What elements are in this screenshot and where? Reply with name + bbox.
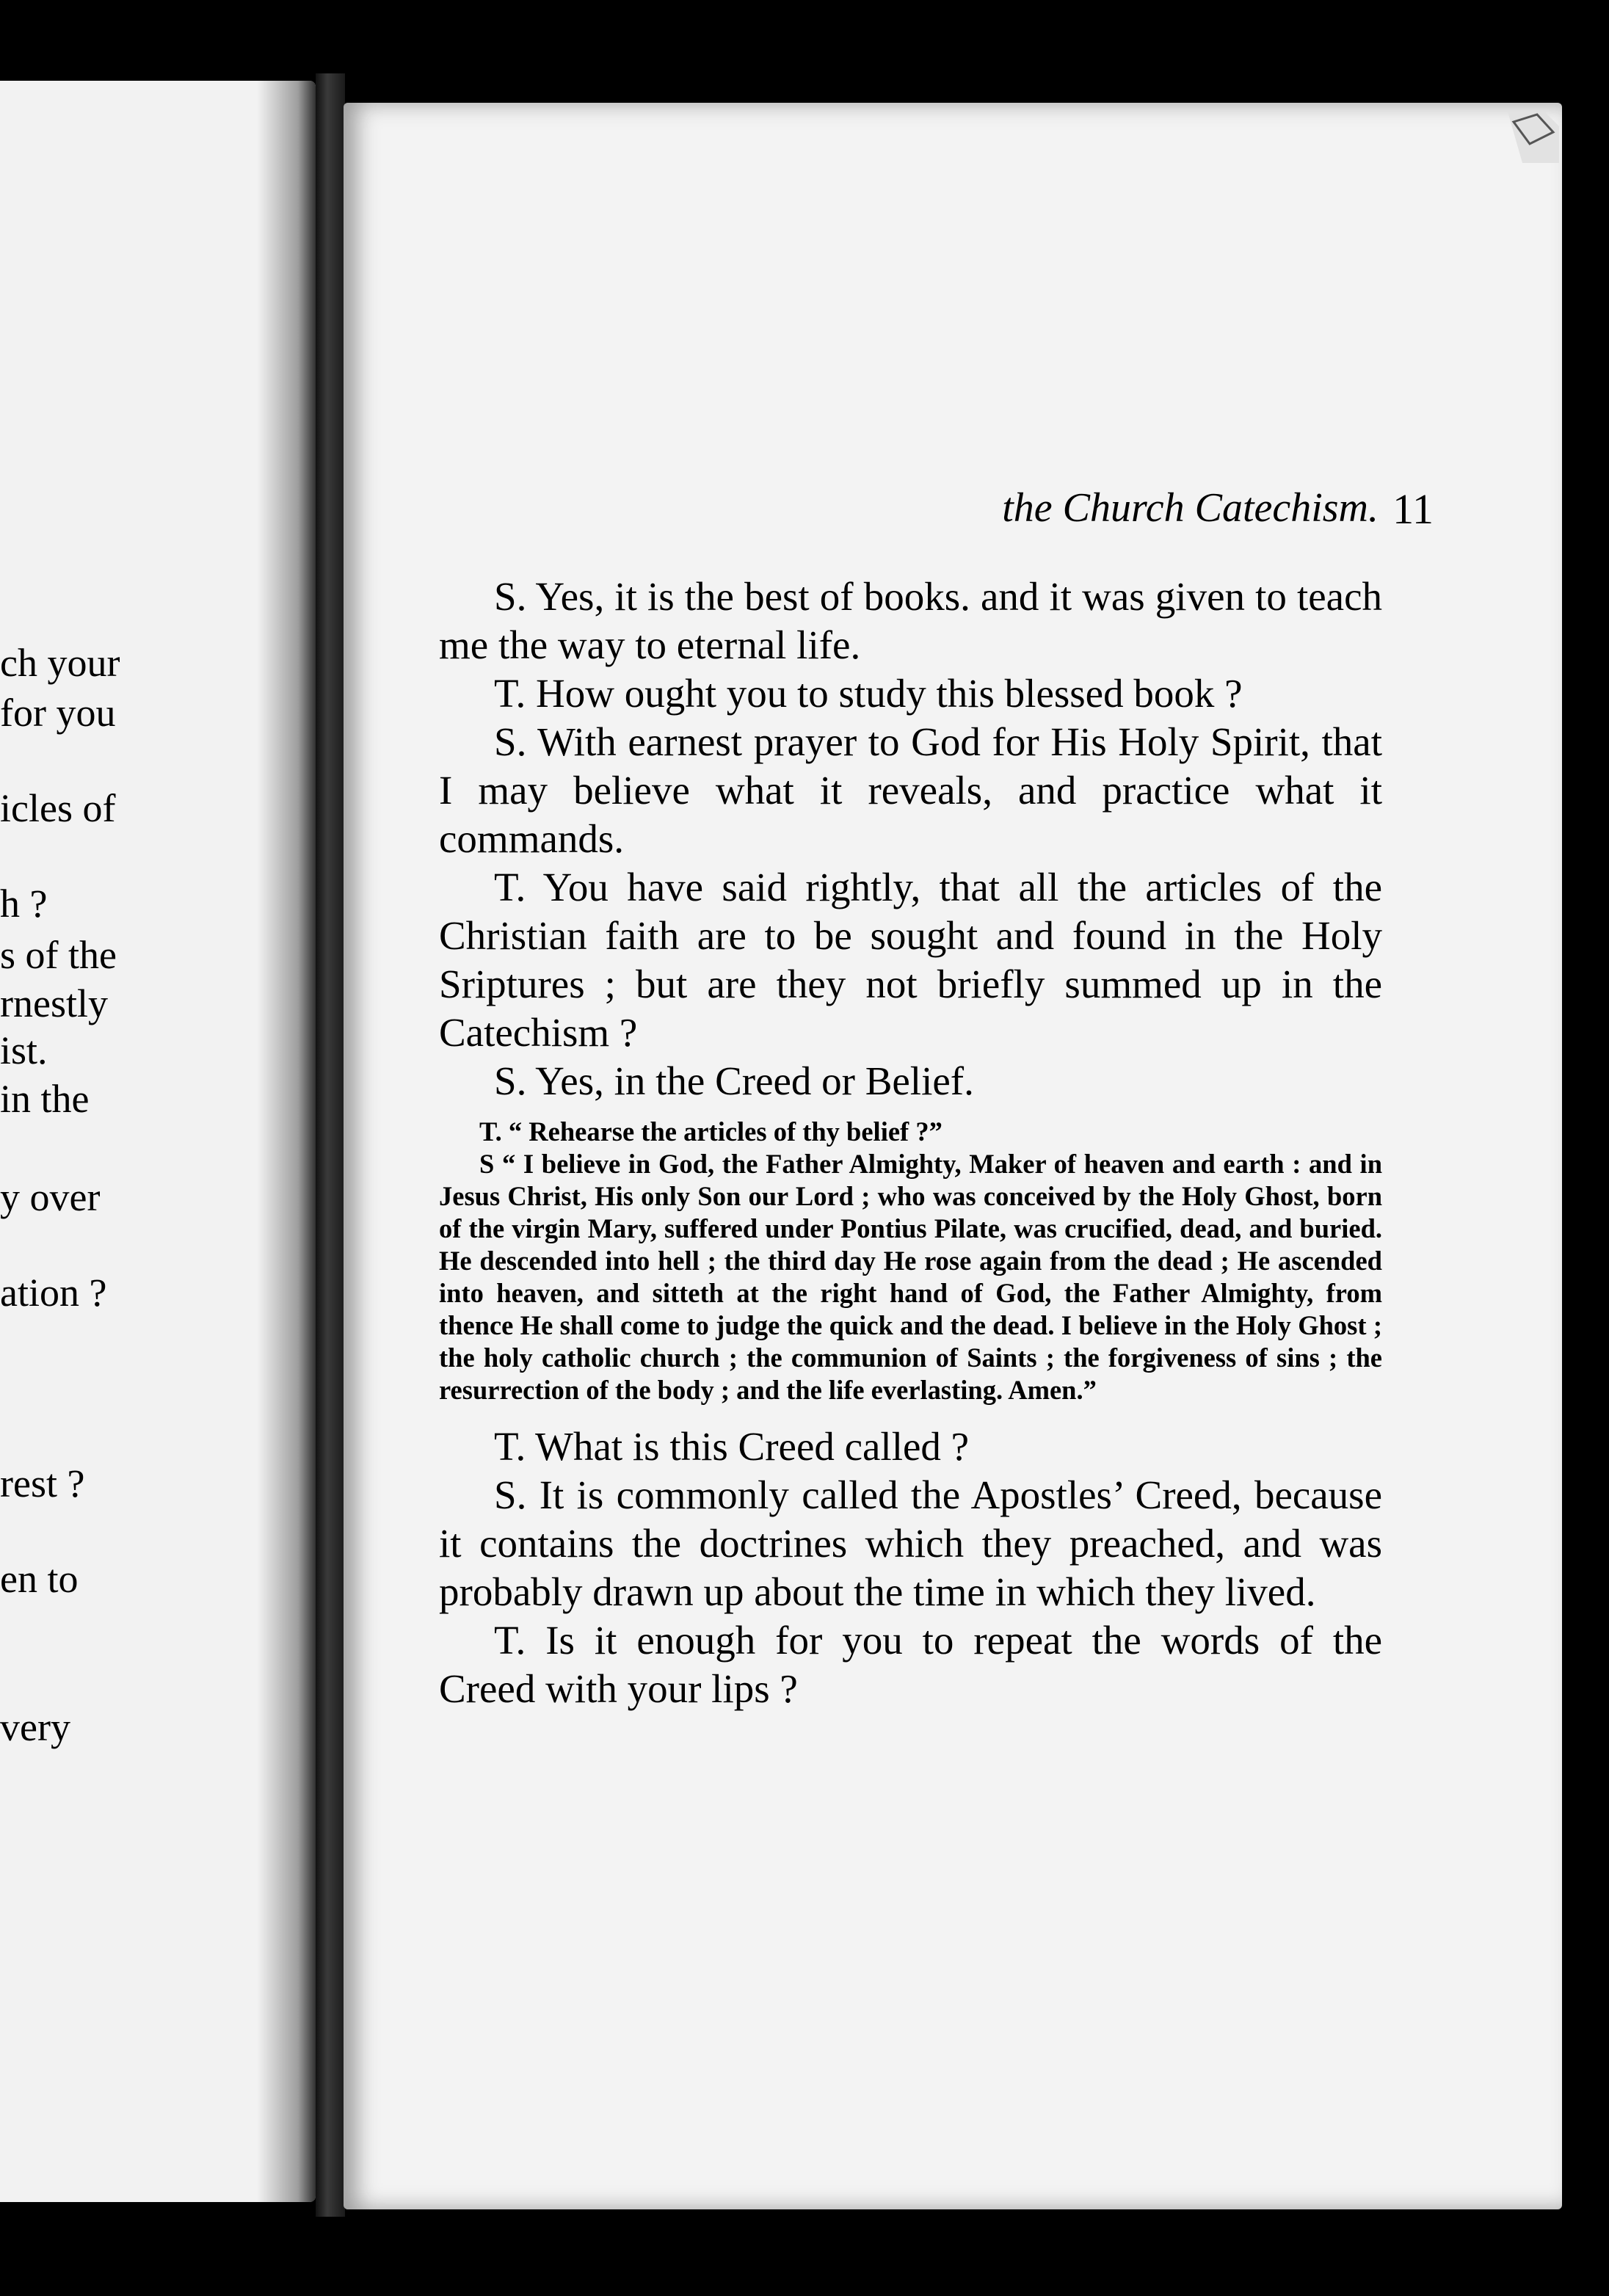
left-line: en to — [0, 1557, 79, 1601]
left-line: in the — [0, 1077, 90, 1121]
speaker-label: T. — [494, 865, 526, 909]
left-line: ation ? — [0, 1271, 107, 1315]
dialogue-paragraph — [439, 573, 1382, 669]
creed-block — [439, 1116, 1382, 1406]
paragraph-text: How ought you to study this blessed book ? — [536, 671, 1243, 716]
speaker-label: T. — [494, 1618, 526, 1663]
folded-corner-icon — [1508, 112, 1559, 163]
speaker-label: T. — [494, 1424, 526, 1469]
left-line: for you — [0, 691, 116, 735]
creed-answer — [439, 1148, 1382, 1406]
paragraph-text: Is it enough for you to repeat the words of the Creed with your lips ? — [439, 1618, 1383, 1711]
left-line: very — [0, 1705, 70, 1749]
left-line: y over — [0, 1175, 101, 1219]
left-line: ch your — [0, 641, 120, 685]
paragraph-text: With earnest prayer to God for His Holy Spirit, that I may believe what it reveals, and practice what it commands. — [439, 719, 1382, 861]
speaker-label: S. — [494, 719, 527, 764]
left-line: ist. — [0, 1028, 48, 1072]
left-line: rest ? — [0, 1461, 85, 1505]
speaker-label: S — [479, 1149, 495, 1179]
left-line: rnestly — [0, 981, 108, 1025]
dialogue-paragraph — [439, 1616, 1382, 1713]
speaker-label: S. — [494, 1058, 527, 1103]
speaker-label: T. — [479, 1116, 502, 1147]
left-line: h ? — [0, 882, 48, 926]
dialogue-paragraph — [439, 1057, 1382, 1105]
dialogue-paragraph — [439, 1471, 1382, 1616]
left-line: icles of — [0, 786, 116, 830]
speaker-label: S. — [494, 574, 527, 619]
creed-text: “ I believe in God, the Father Almighty, Maker of heaven and earth : and in Jesus Christ, His only Son our Lord ; who was conceived by the Holy Ghost, born of the virgin Mary, suffered under Pontius Pilate, was crucified, dead, and buried. He descended into hell ; the third day He rose again from the dead ; He ascended into heaven, and sitteth at the right hand of God, the Father Almighty, from thence He shall come to judge the quick and the dead. I believe in the Holy Ghost ; the holy catholic church ; the communion of Saints ; the forgiveness of sins ; the resurrection of the body ; and the life everlasting. Amen.” — [439, 1149, 1382, 1405]
page-number: 11 — [1392, 485, 1434, 533]
dialogue-paragraph — [439, 1423, 1382, 1471]
running-head: the Church Catechism. — [1002, 485, 1379, 531]
gutter-shadow — [257, 81, 316, 2202]
paragraph-text: Yes, in the Creed or Belief. — [535, 1058, 974, 1103]
right-page — [344, 103, 1562, 2209]
speaker-label: S. — [494, 1472, 527, 1517]
creed-text: “ Rehearse the articles of thy belief ?” — [508, 1116, 942, 1147]
dialogue-paragraph — [439, 718, 1382, 863]
paragraph-text: It is commonly called the Apostles’ Creed, because it contains the doctrines which they preached, and was probably drawn up about the time in which they lived. — [439, 1472, 1382, 1614]
dialogue-paragraph — [439, 669, 1382, 718]
book-spine — [316, 73, 345, 2217]
dialogue-paragraph — [439, 863, 1382, 1057]
creed-question — [439, 1116, 1382, 1148]
page-body — [439, 573, 1382, 1713]
left-page-fragment — [0, 81, 316, 2202]
left-line: s of the — [0, 933, 117, 977]
paragraph-text: Yes, it is the best of books. and it was given to teach me the way to eternal life. — [439, 574, 1382, 667]
paragraph-text: What is this Creed called ? — [535, 1424, 970, 1469]
speaker-label: T. — [494, 671, 526, 716]
paragraph-text: You have said rightly, that all the articles of the Christian faith are to be sought and found in the Holy Sriptures ; but are they not briefly summed up in the Catechism ? — [439, 865, 1382, 1055]
